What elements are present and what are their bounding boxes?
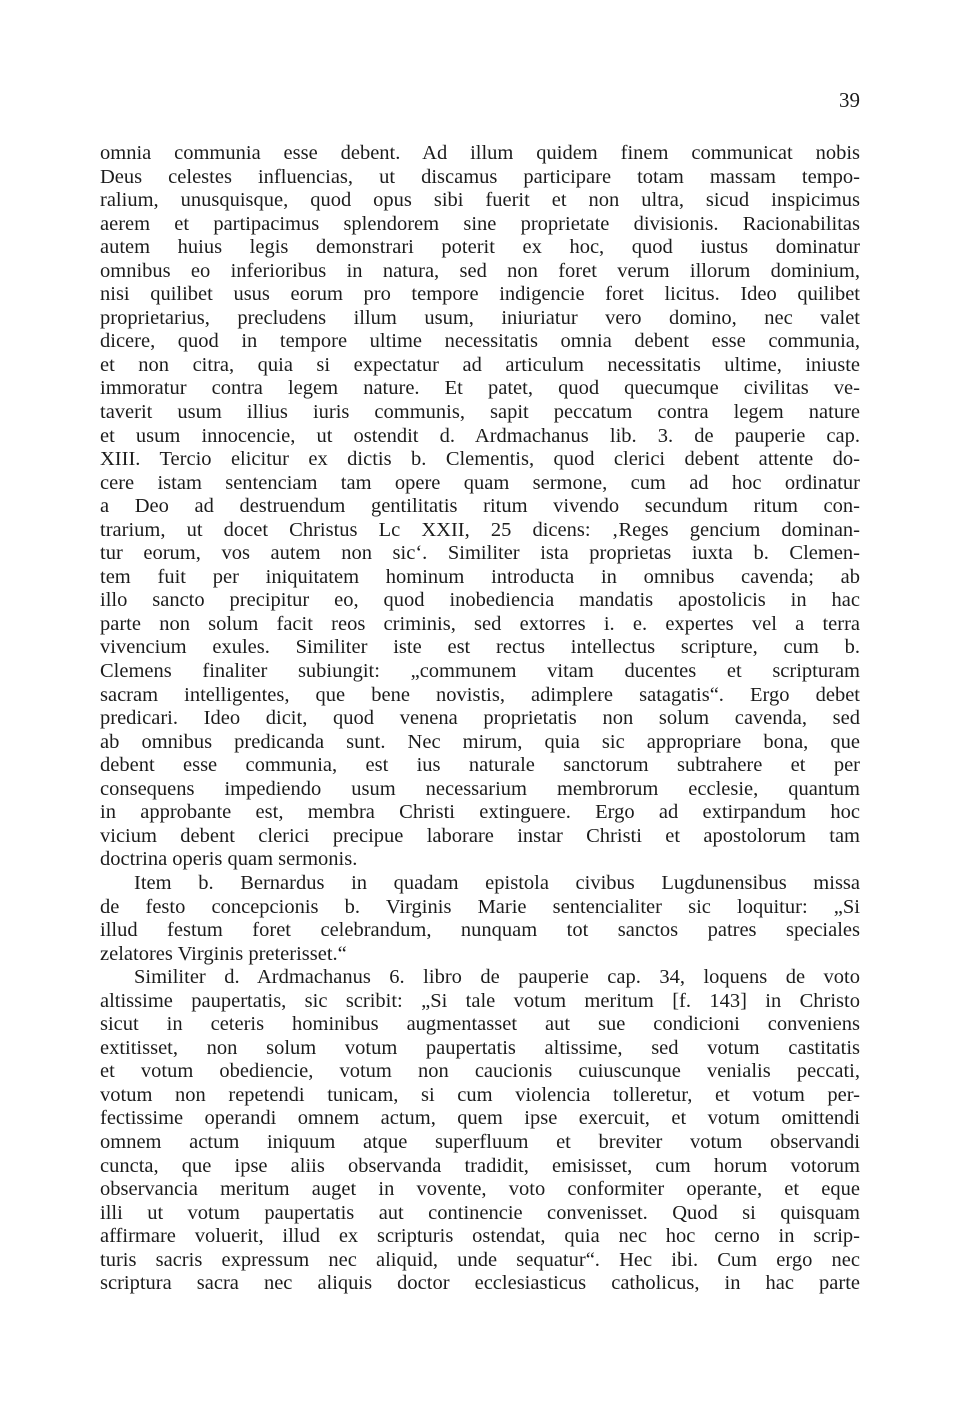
text-line: cuncta, que ipse aliis observanda tradidit, emisisset, cum horum votorum <box>100 1154 860 1177</box>
text-line: sicut in ceteris hominibus augmentasset aut sue condicioni conveniens <box>100 1013 860 1036</box>
text-line: scriptura sacra nec aliquis doctor ecclesiasticus catholicus, in hac parte <box>100 1272 860 1295</box>
text-line: sacram intelligentes, que bene novistis, adimplere satagatis“. Ergo debet <box>100 683 860 706</box>
text-line: debent esse communia, est ius naturale sanctorum subtrahere et per <box>100 754 860 777</box>
text-line: observancia meritum auget in vovente, voto conformiter operante, et eque <box>100 1178 860 1201</box>
text-line: fectissime operandi omnem actum, quem ipse exercuit, et votum omittendi <box>100 1107 860 1130</box>
text-line: parte non solum facit reos criminis, sed extorres i. e. expertes vel a terra <box>100 612 860 635</box>
text-line: omnibus eo inferioribus in natura, sed non foret verum illorum dominium, <box>100 259 860 282</box>
text-line: cere istam sentenciam tam opere quam sermone, cum ad hoc ordinatur <box>100 471 860 494</box>
text-line: trarium, ut docet Christus Lc XXII, 25 dicens: ‚Reges gencium dominan- <box>100 518 860 541</box>
text-line: Deus celestes influencias, ut discamus participare totam massam tempo- <box>100 165 860 188</box>
text-line: et votum obediencie, votum non caucionis cuiuscunque venialis peccati, <box>100 1060 860 1083</box>
text-line: illud festum foret celebrandum, nunquam tot sanctos patres speciales <box>100 919 860 942</box>
text-line: zelatores Virginis preterisset.“ <box>100 942 347 965</box>
text-line: altissime paupertatis, sic scribit: „Si tale votum meritum [f. 143] in Christo <box>100 989 860 1012</box>
text-line: de festo concepcionis b. Virginis Marie sentencialiter sic loquitur: „Si <box>100 895 860 918</box>
text-line: vicium debent clerici precipue laborare instar Christi et apostolorum tam <box>100 824 860 847</box>
text-line: ab omnibus predicanda sunt. Nec mirum, quia sic appropriare bona, que <box>100 730 860 753</box>
text-line: et non citra, quia si expectatur ad articulum necessitatis ultime, iniuste <box>100 353 860 376</box>
text-line: vivencium exules. Similiter iste est rectus intellectus scripture, cum b. <box>100 636 860 659</box>
text-line: votum non repetendi tunicam, si cum violencia tolleretur, et votum per- <box>100 1083 860 1106</box>
text-line: illo sancto precipitur eo, quod inobediencia mandatis apostolicis in hac <box>100 589 860 612</box>
text-line: affirmare voluerit, illud ex scripturis ostendat, quia nec hoc cerno in scrip- <box>100 1225 860 1248</box>
text-line: Similiter d. Ardmachanus 6. libro de pauperie cap. 34, loquens de voto <box>134 966 860 989</box>
text-line: predicari. Ideo dicit, quod venena proprietatis non solum cavenda, sed <box>100 707 860 730</box>
text-line: nisi quilibet usus eorum pro tempore indigencie foret licitus. Ideo quilibet <box>100 283 860 306</box>
text-line: Item b. Bernardus in quadam epistola civibus Lugdunensibus missa <box>134 871 860 894</box>
text-line: tem fuit per iniquitatem hominum introducta in omnibus cavenda; ab <box>100 565 860 588</box>
text-line: autem huius legis demonstrari poterit ex hoc, quod iustus dominatur <box>100 236 860 259</box>
text-line: taverit usum illius iuris communis, sapit peccatum contra legem nature <box>100 401 860 424</box>
text-line: turis sacris expressum nec aliquid, unde sequatur“. Hec ibi. Cum ergo nec <box>100 1248 860 1271</box>
text-line: ralium, unusquisque, quod opus sibi fuerit et non ultra, sicud inspicimus <box>100 189 860 212</box>
text-line: XIII. Tercio elicitur ex dictis b. Clementis, quod clerici debent attente do- <box>100 448 860 471</box>
text-line: immoratur contra legem nature. Et patet, quod quecumque civilitas ve- <box>100 377 860 400</box>
text-line: a Deo ad destruendum gentilitatis ritum vivendo secundum ritum con- <box>100 495 860 518</box>
text-line: omnem actum iniquum atque superfluum et breviter votum observandi <box>100 1130 860 1153</box>
text-line: omnia communia esse debent. Ad illum quidem finem communicat nobis <box>100 142 860 164</box>
text-line: illi ut votum paupertatis aut continencie convenisset. Quod si quisquam <box>100 1201 860 1224</box>
text-line: doctrina operis quam sermonis. <box>100 848 358 871</box>
text-line: in approbante est, membra Christi extinguere. Ergo ad extirpandum hoc <box>100 801 860 824</box>
text-line: consequens impediendo usum necessarium membrorum ecclesie, quantum <box>100 777 860 800</box>
text-line: et usum innocencie, ut ostendit d. Ardmachanus lib. 3. de pauperie cap. <box>100 424 860 447</box>
text-line: aerem et partipacimus splendorem sine proprietate divisionis. Racionabilitas <box>100 212 860 235</box>
text-line: Clemens finaliter subiungit: „communem vitam ducentes et scripturam <box>100 660 860 683</box>
page-number: 39 <box>839 88 860 112</box>
text-line: extitisset, non solum votum paupertatis altissime, sed votum castitatis <box>100 1036 860 1059</box>
text-line: dicere, quod in tempore ultime necessitatis omnia debent esse communia, <box>100 330 860 353</box>
text-line: proprietarius, precludens illum usum, iniuriatur vero domino, nec valet <box>100 306 860 329</box>
body-text <box>100 142 860 1296</box>
text-line: tur eorum, vos autem non sic‘. Similiter ista proprietas iuxta b. Clemen- <box>100 542 860 565</box>
